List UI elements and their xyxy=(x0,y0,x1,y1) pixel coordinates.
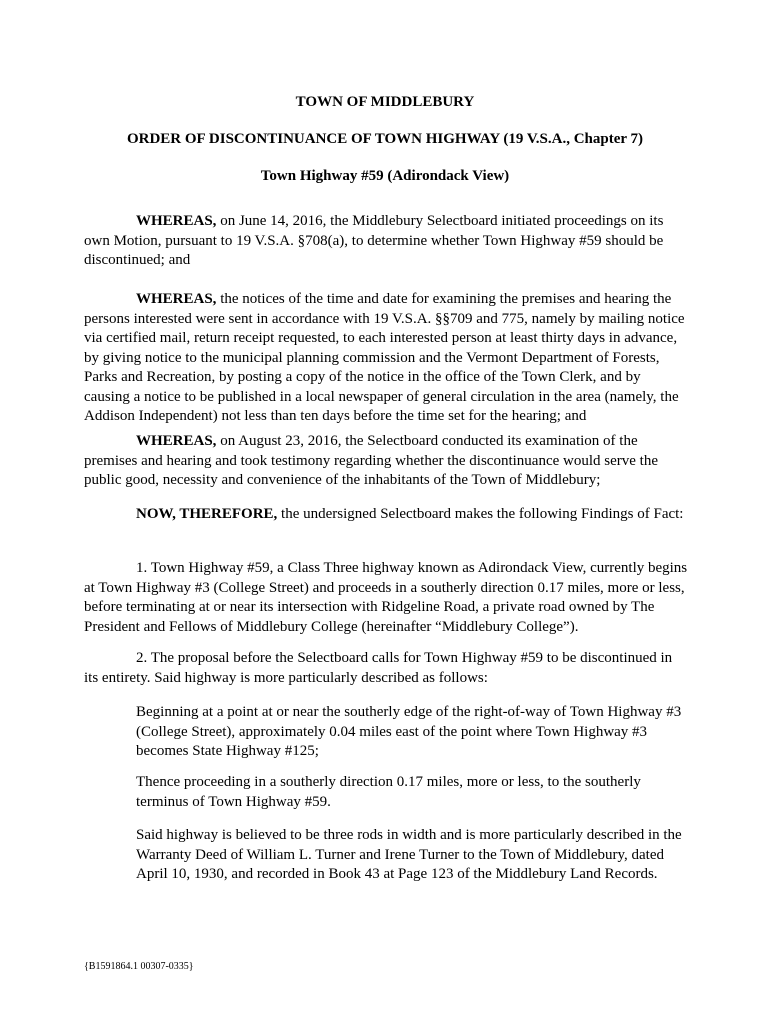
town-title: TOWN OF MIDDLEBURY xyxy=(295,94,475,110)
paragraph-text: on August 23, 2016, the Selectboard conducted its examination of the premises and hearing and took testimony regarding whether the discontinuance would serve the public good, necessity and convenience of the inhabitants of the Town of Middlebury; xyxy=(84,433,658,488)
highway-title: Town Highway #59 (Adirondack View) xyxy=(260,168,510,184)
document-id-footer: {B1591864.1 00307-0335} xyxy=(84,961,194,972)
whereas-paragraph-3 xyxy=(84,432,688,491)
order-title: ORDER OF DISCONTINUANCE OF TOWN HIGHWAY (19 V.S.A., Chapter 7) xyxy=(126,131,644,147)
paragraph-text: the notices of the time and date for examining the premises and hearing the persons interested were sent in accordance with 19 V.S.A. §§709 and 775, namely by mailing notice via certified mail, return receipt requested, to each interested person at least thirty days in advance, by giving notice to the municipal planning commission and the Vermont Department of Forests, Parks and Recreation, by posting a copy of the notice in the office of the Town Clerk, and by causing a notice to be published in a local newspaper of general circulation in the area (namely, the Addison Independent) not less than ten days before the time set for the hearing; and xyxy=(84,291,685,424)
finding-2-paragraph xyxy=(84,649,688,688)
paragraph-lead: WHEREAS, xyxy=(136,291,217,307)
now-therefore-paragraph xyxy=(84,505,688,525)
finding-1-paragraph xyxy=(84,559,688,637)
description-thence: Thence proceeding in a southerly direction 0.17 miles, more or less, to the southerly terminus of Town Highway #59. xyxy=(136,774,641,810)
whereas-paragraph-2 xyxy=(84,290,688,427)
whereas-paragraph-1 xyxy=(84,212,688,271)
paragraph-text: the undersigned Selectboard makes the following Findings of Fact: xyxy=(277,506,684,522)
paragraph-lead: NOW, THEREFORE, xyxy=(136,506,278,522)
paragraph-lead: WHEREAS, xyxy=(136,213,217,229)
paragraph-lead: WHEREAS, xyxy=(136,433,217,449)
description-beginning: Beginning at a point at or near the southerly edge of the right-of-way of Town Highway #3 (College Street), approximately 0.04 miles east of the point where Town Highway #3 becomes State Highway #125; xyxy=(136,704,682,759)
paragraph-text: 1. Town Highway #59, a Class Three highway known as Adirondack View, currently begins at Town Highway #3 (College Street) and proceeds in a southerly direction 0.17 miles, more or less, before terminating at or near its intersection with Ridgeline Road, a private road owned by The President and Fellows of Middlebury College (hereinafter “Middlebury College”). xyxy=(84,560,688,635)
paragraph-text: on June 14, 2016, the Middlebury Selectboard initiated proceedings on its own Motion, pursuant to 19 V.S.A. §708(a), to determine whether Town Highway #59 should be discontinued; and xyxy=(84,213,664,268)
description-said-highway: Said highway is believed to be three rods in width and is more particularly described in the Warranty Deed of William L. Turner and Irene Turner to the Town of Middlebury, dated April 10, 1930, and recorded in Book 43 at Page 123 of the Middlebury Land Records. xyxy=(136,827,682,882)
paragraph-text: 2. The proposal before the Selectboard calls for Town Highway #59 to be discontinued in its entirety. Said highway is more particularly described as follows: xyxy=(84,650,673,686)
